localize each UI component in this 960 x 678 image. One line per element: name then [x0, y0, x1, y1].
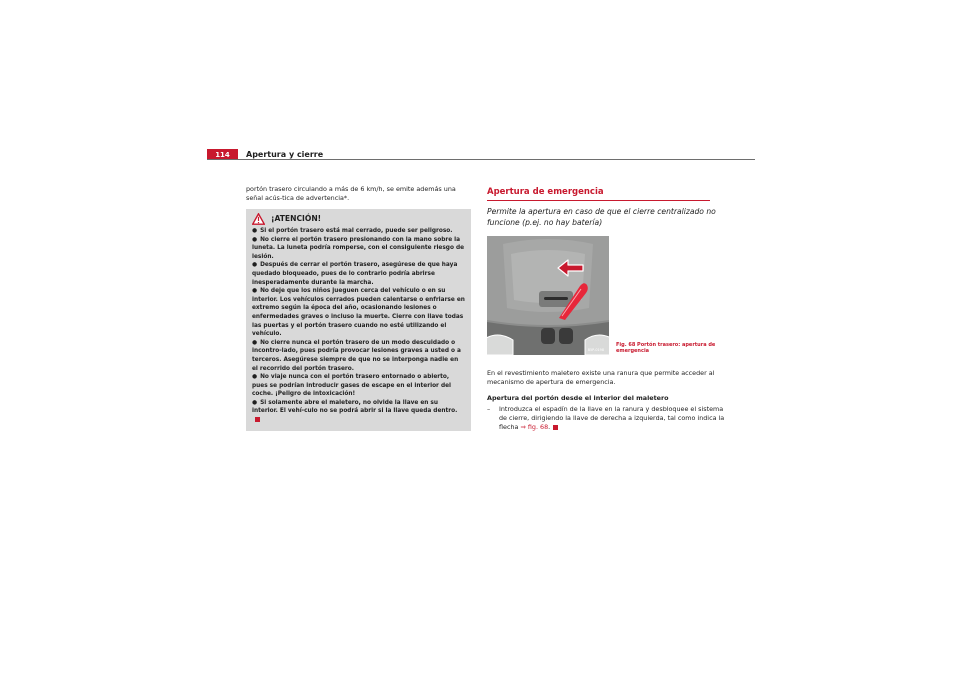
warning-item-text: Si el portón trasero está mal cerrado, puede ser peligroso. [260, 228, 453, 234]
bullet-icon: ● [252, 288, 258, 295]
warning-item [252, 261, 465, 287]
section-title: Apertura de emergencia [487, 187, 604, 197]
warning-item-text: No cierre el portón trasero presionando con la mano sobre la luneta. La luneta podría romperse, con el consiguiente riesgo de lesión. [252, 236, 465, 260]
warning-item-text: Si solamente abre el maletero, no olvide la llave en su interior. El vehí-culo no se podrá abrir si la llave queda dentro. [252, 399, 458, 415]
bullet-icon: ● [252, 236, 258, 243]
figure-tailgate-emergency [487, 236, 609, 355]
warning-item [252, 399, 465, 425]
bullet-icon: ● [252, 262, 258, 269]
warning-header [252, 213, 465, 225]
warning-item [252, 339, 465, 373]
procedure-title: Apertura del portón desde el interior del maletero [487, 394, 669, 403]
bullet-icon: ● [252, 374, 258, 381]
warning-box [246, 209, 471, 431]
warning-item [252, 227, 465, 236]
procedure-step [487, 405, 727, 433]
body-paragraph: En el revestimiento maletero existe una ranura que permite acceder al mecanismo de apertura de emergencia. [487, 369, 715, 387]
warning-item [252, 373, 465, 399]
step-content [499, 405, 727, 433]
step-end: . [548, 423, 551, 432]
figure-caption: Fig. 68 Portón trasero: apertura de emergencia [616, 342, 716, 355]
bullet-icon: ● [252, 339, 258, 346]
right-column [487, 187, 755, 228]
warning-triangle-icon [252, 213, 265, 225]
section-subtitle: Permite la apertura en caso de que el cierre centralizado no funcione (p.ej. no hay batería) [487, 207, 716, 227]
section-rule [487, 200, 710, 201]
step-text: Introduzca el espadín de la llave en la ranura y desbloquee el sistema de cierre, dirigiendo la llave de derecha a izquierda, tal como indica la flecha [499, 404, 725, 432]
right-body [487, 369, 727, 432]
warning-item-text: No viaje nunca con el portón trasero entornado o abierto, pues se podrían introducir gases de escape en el interior del coche. ¡Peligro de intoxicación! [252, 374, 452, 398]
header-rule [207, 159, 755, 160]
left-column [246, 185, 471, 431]
warning-item [252, 287, 465, 339]
bullet-icon: ● [252, 399, 258, 406]
figure-reference-link[interactable]: ⇒ fig. 68 [520, 423, 549, 432]
tailgate-illustration [487, 236, 609, 355]
warning-item-text: Después de cerrar el portón trasero, asegúrese de que haya quedado bloqueado, pues de lo contrario podría abrirse inesperadamente durante la marcha. [252, 262, 458, 286]
warning-title: ¡ATENCIÓN! [271, 213, 322, 223]
end-mark-icon [553, 425, 558, 430]
warning-item-text: No deje que los niños jueguen cerca del vehículo o en su interior. Los vehículos cerrados pueden calentarse o enfriarse en extremo según la época del año, ocasionando lesiones o enfermedades graves o incluso la muerte. Cierre con llave todas las puertas y el portón trasero cuando no esté utilizando el vehículo. [252, 288, 465, 338]
intro-paragraph: portón trasero circulando a más de 6 km/h, se emite además una señal acús-tica de advertencia*. [246, 185, 456, 202]
step-dash: – [487, 404, 491, 413]
page-number: 114 [215, 150, 230, 159]
bullet-icon: ● [252, 228, 258, 234]
warning-item-text: No cierre nunca el portón trasero de un modo descuidado o incontro-lado, pues podría provocar lesiones graves a usted o a terceros. Asegúrese siempre de que no se interponga nadie en el recorrido del portón trasero. [252, 339, 461, 372]
warning-item [252, 236, 465, 262]
figure-code: B5P-0198 [587, 348, 604, 352]
end-mark-icon [255, 417, 260, 422]
running-header-title: Apertura y cierre [246, 150, 324, 159]
